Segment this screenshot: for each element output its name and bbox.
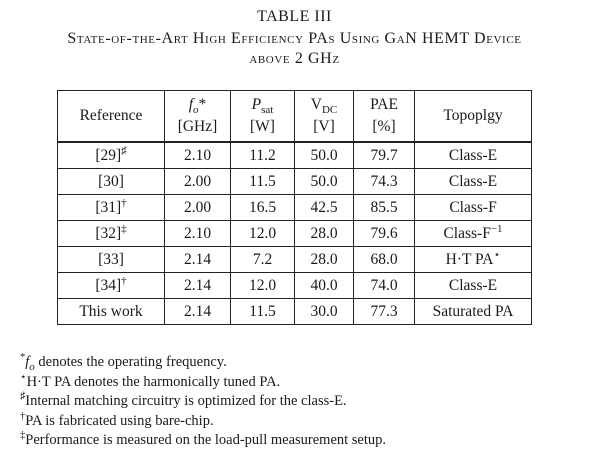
header-reference: Reference: [58, 91, 165, 143]
vdc-label: V: [310, 96, 322, 113]
cell-pae: 79.6: [354, 221, 415, 247]
cell-topology: Class-$F^{-1}$: [415, 221, 532, 247]
fo-mark: *: [198, 96, 207, 113]
cell-topology: Saturated PA: [415, 299, 532, 325]
cell-vdc: 50.0: [295, 142, 354, 169]
cell-psat: 12.0: [231, 221, 295, 247]
cell-frequency: 2.14: [165, 247, 231, 273]
table-title-line2: above 2 GHz: [249, 50, 340, 67]
cell-pae: 79.7: [354, 142, 415, 169]
footnote: ‡Performance is measured on the load-pull measurement setup.: [20, 430, 387, 448]
pae-unit: [%]: [372, 118, 396, 135]
cell-frequency: 2.14: [165, 273, 231, 299]
cell-vdc: 50.0: [295, 169, 354, 195]
cell-psat: 11.5: [231, 299, 295, 325]
cell-topology: Class-E: [415, 142, 532, 169]
cell-frequency: 2.10: [165, 142, 231, 169]
cell-psat: 11.2: [231, 142, 295, 169]
cell-vdc: 30.0: [295, 299, 354, 325]
cell-pae: 74.0: [354, 273, 415, 299]
header-pae: [354, 91, 415, 143]
cell-psat: 11.5: [231, 169, 295, 195]
psat-symbol: P: [251, 96, 262, 113]
fo-sub: o: [193, 104, 199, 117]
footnote: †PA is fabricated using bare-chip.: [20, 410, 214, 429]
table-row: [58, 142, 532, 169]
table-row: [58, 247, 532, 273]
cell-pae: 74.3: [354, 169, 415, 195]
table-footnotes: [20, 353, 386, 451]
cell-vdc: 42.5: [295, 195, 354, 221]
table-row: [58, 195, 532, 221]
cell-frequency: 2.00: [165, 169, 231, 195]
vdc-unit: [V]: [313, 118, 335, 135]
fo-unit: [GHz]: [177, 118, 218, 135]
table-row: [58, 273, 532, 299]
cell-topology: Class-E: [415, 169, 532, 195]
header-topology: Topoplgy: [415, 91, 532, 143]
cell-topology: H·T PA⋆: [415, 247, 532, 273]
table-title-line1: State-of-the-Art High Efficiency PAs Using GaN HEMT Device: [67, 30, 522, 47]
cell-vdc: 40.0: [295, 273, 354, 299]
cell-reference: [29]♯: [58, 142, 165, 169]
table-row: [58, 221, 532, 247]
cell-psat: 16.5: [231, 195, 295, 221]
table-row: [58, 169, 532, 195]
cell-vdc: 28.0: [295, 221, 354, 247]
psat-sub: sat: [261, 104, 274, 117]
cell-reference: [30]: [58, 169, 165, 195]
footnote: ⋆H·T PA denotes the harmonically tuned PA.: [20, 371, 281, 390]
cell-psat: 12.0: [231, 273, 295, 299]
header-psat: [231, 91, 295, 143]
psat-unit: [W]: [250, 118, 275, 135]
cell-frequency: 2.00: [165, 195, 231, 221]
cell-pae: 85.5: [354, 195, 415, 221]
cell-frequency: 2.10: [165, 221, 231, 247]
cell-vdc: 28.0: [295, 247, 354, 273]
cell-topology: Class-E: [415, 273, 532, 299]
cell-reference: [34]†: [58, 273, 165, 299]
cell-reference: This work: [58, 299, 165, 325]
vdc-sub: DC: [321, 104, 338, 117]
footnote: $^*f_o$ denotes the operating frequency.: [20, 352, 227, 373]
cell-pae: 68.0: [354, 247, 415, 273]
header-vdc: [295, 91, 354, 143]
table-row: [58, 299, 532, 325]
cell-topology: Class-F: [415, 195, 532, 221]
comparison-table: [57, 90, 532, 325]
cell-reference: [32]‡: [58, 221, 165, 247]
cell-psat: 7.2: [231, 247, 295, 273]
cell-reference: [33]: [58, 247, 165, 273]
cell-pae: 77.3: [354, 299, 415, 325]
fo-symbol: f: [188, 96, 194, 113]
header-frequency: [165, 91, 231, 143]
pae-label: PAE: [370, 96, 398, 113]
cell-frequency: 2.14: [165, 299, 231, 325]
cell-reference: [31]†: [58, 195, 165, 221]
table-number: TABLE III: [257, 8, 332, 25]
footnote: ♯Internal matching circuitry is optimized for the class-E.: [20, 391, 347, 409]
header-row: [58, 91, 532, 143]
